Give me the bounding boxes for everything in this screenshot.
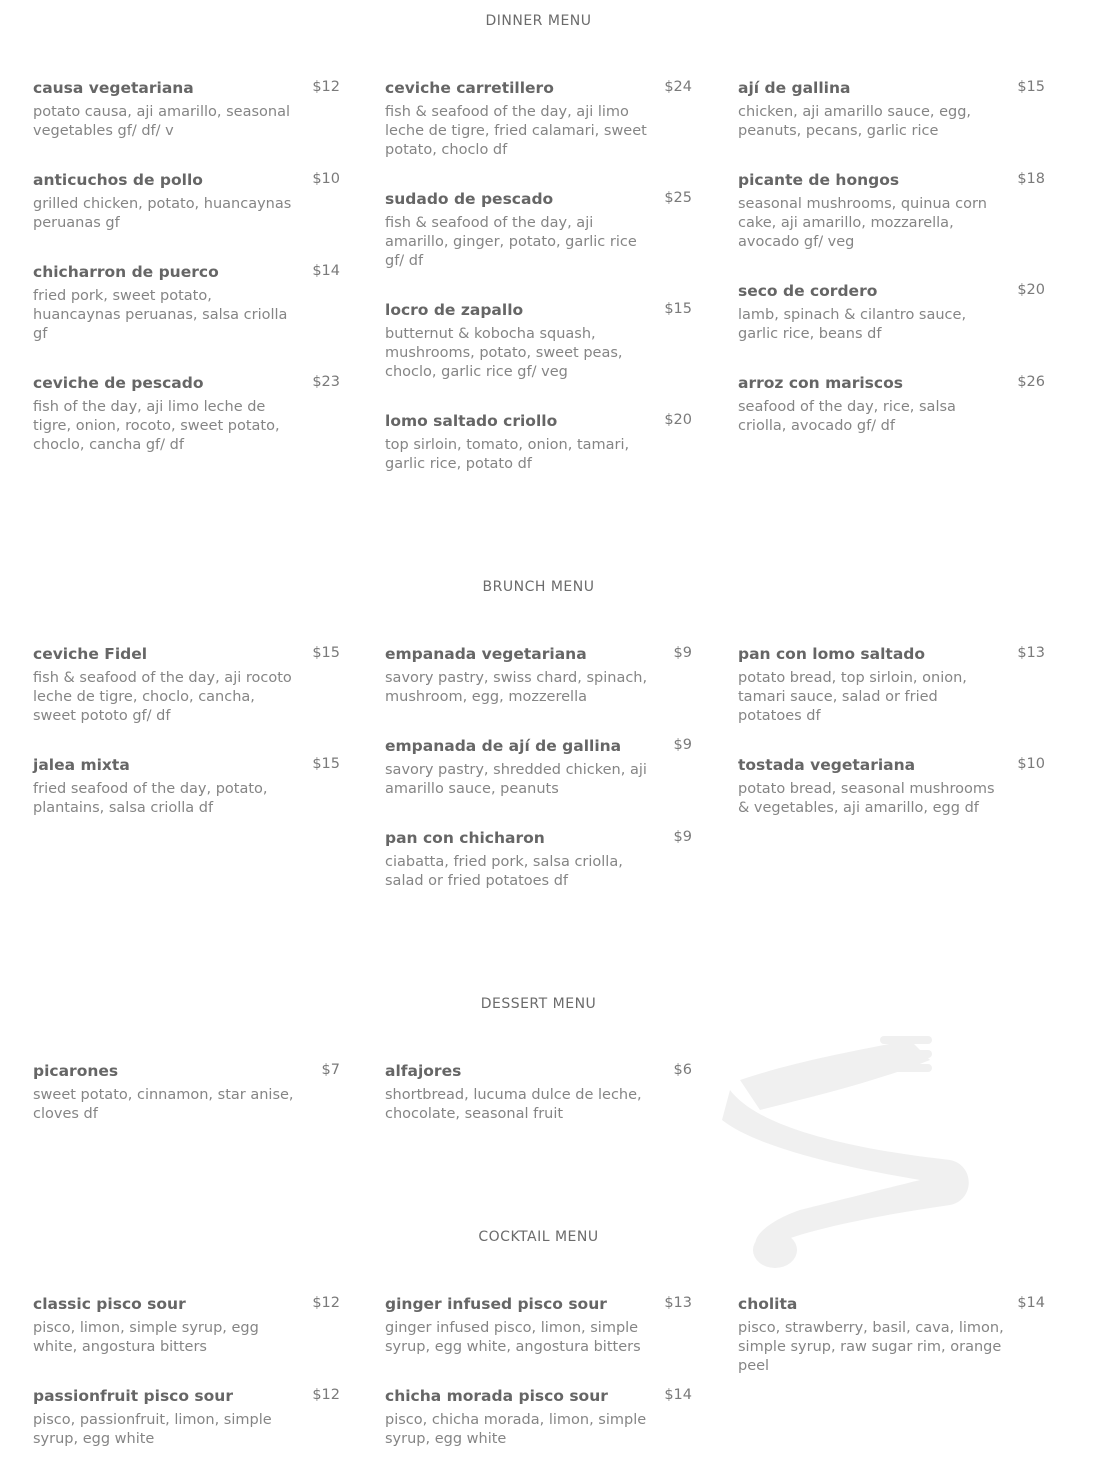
item-price: $15: [312, 756, 340, 772]
item-description: savory pastry, shredded chicken, aji amarillo sauce, peanuts: [385, 762, 647, 797]
item-price: $10: [312, 171, 340, 187]
item-price: $14: [312, 263, 340, 279]
item-description: fish & seafood of the day, aji limo leche de tigre, fried calamari, sweet potato, choclo df: [385, 104, 647, 158]
item-description: seasonal mushrooms, quinua corn cake, aji amarillo, mozzarella, avocado gf/ veg: [738, 196, 987, 250]
item-description: pisco, passionfruit, limon, simple syrup, egg white: [33, 1412, 272, 1447]
item-name: pan con lomo saltado: [738, 645, 926, 663]
item-name: picarones: [33, 1062, 119, 1080]
item-description: butternut & kobocha squash, mushrooms, potato, sweet peas, choclo, garlic rice gf/ veg: [385, 326, 623, 380]
item-price: $18: [1017, 171, 1045, 187]
item-description: savory pastry, swiss chard, spinach, mushroom, egg, mozzerella: [385, 670, 648, 705]
item-name: empanada vegetariana: [385, 645, 587, 663]
item-name: alfajores: [385, 1062, 462, 1080]
item-price: $9: [673, 737, 692, 753]
item-name: ceviche Fidel: [33, 645, 148, 663]
item-price: $13: [664, 1295, 692, 1311]
item-price: $25: [664, 190, 692, 206]
item-price: $7: [321, 1062, 340, 1078]
item-name: ceviche carretillero: [385, 79, 554, 97]
item-price: $20: [1017, 282, 1045, 298]
item-price: $14: [664, 1387, 692, 1403]
item-description: chicken, aji amarillo sauce, egg, peanuts, pecans, garlic rice: [738, 104, 972, 139]
item-name: seco de cordero: [738, 282, 878, 300]
item-price: $12: [312, 1295, 340, 1311]
item-description: pisco, chicha morada, limon, simple syrup, egg white: [385, 1412, 647, 1447]
item-name: tostada vegetariana: [738, 756, 916, 774]
item-price: $12: [312, 1387, 340, 1403]
section-title: DINNER MENU: [485, 13, 592, 29]
item-description: grilled chicken, potato, huancaynas peruanas gf: [33, 196, 292, 231]
item-name: ceviche de pescado: [33, 374, 204, 392]
item-description: fried pork, sweet potato, huancaynas peruanas, salsa criolla gf: [33, 288, 288, 342]
item-description: potato bread, seasonal mushrooms & vegetables, aji amarillo, egg df: [738, 781, 995, 816]
item-description: potato bread, top sirloin, onion, tamari sauce, salad or fried potatoes df: [738, 670, 967, 724]
item-price: $26: [1017, 374, 1045, 390]
item-description: seafood of the day, rice, salsa criolla, avocado gf/ df: [738, 399, 956, 434]
item-price: $13: [1017, 645, 1045, 661]
item-name: passionfruit pisco sour: [33, 1387, 233, 1405]
item-name: pan con chicharon: [385, 829, 545, 847]
item-price: $15: [664, 301, 692, 317]
item-description: lamb, spinach & cilantro sauce, garlic rice, beans df: [738, 307, 967, 342]
item-name: lomo saltado criollo: [385, 412, 558, 430]
section-title: COCKTAIL MENU: [478, 1229, 599, 1245]
item-price: $24: [664, 79, 692, 95]
item-name: classic pisco sour: [33, 1295, 186, 1313]
item-price: $15: [1017, 79, 1045, 95]
item-name: chicha morada pisco sour: [385, 1387, 608, 1405]
item-name: chicharron de puerco: [33, 263, 219, 281]
item-description: ciabatta, fried pork, salsa criolla, salad or fried potatoes df: [385, 854, 623, 889]
item-price: $14: [1017, 1295, 1045, 1311]
item-description: ginger infused pisco, limon, simple syrup, egg white, angostura bitters: [385, 1320, 641, 1355]
section-title: DESSERT MENU: [480, 996, 597, 1012]
item-description: fried seafood of the day, potato, plantains, salsa criolla df: [33, 781, 268, 816]
item-name: sudado de pescado: [385, 190, 554, 208]
item-description: potato causa, aji amarillo, seasonal vegetables gf/ df/ v: [33, 104, 290, 139]
item-name: anticuchos de pollo: [33, 171, 203, 189]
item-name: ginger infused pisco sour: [385, 1295, 607, 1313]
item-price: $12: [312, 79, 340, 95]
item-name: causa vegetariana: [33, 79, 194, 97]
item-price: $23: [312, 374, 340, 390]
item-name: arroz con mariscos: [738, 374, 903, 392]
item-description: fish & seafood of the day, aji rocoto leche de tigre, choclo, cancha, sweet pototo gf/ df: [33, 670, 292, 724]
item-description: sweet potato, cinnamon, star anise, cloves df: [33, 1087, 294, 1122]
item-description: pisco, limon, simple syrup, egg white, angostura bitters: [33, 1320, 259, 1355]
item-description: shortbread, lucuma dulce de leche, chocolate, seasonal fruit: [385, 1087, 642, 1122]
item-name: locro de zapallo: [385, 301, 524, 319]
section-title: BRUNCH MENU: [482, 579, 595, 595]
item-description: fish & seafood of the day, aji amarillo, ginger, potato, garlic rice gf/ df: [385, 215, 637, 269]
item-price: $20: [664, 412, 692, 428]
item-price: $10: [1017, 756, 1045, 772]
item-description: pisco, strawberry, basil, cava, limon, simple syrup, raw sugar rim, orange peel: [738, 1320, 1004, 1374]
item-price: $6: [673, 1062, 692, 1078]
item-name: empanada de ají de gallina: [385, 737, 622, 755]
item-description: top sirloin, tomato, onion, tamari, garlic rice, potato df: [385, 437, 630, 472]
item-price: $9: [673, 645, 692, 661]
item-name: ají de gallina: [738, 79, 851, 97]
item-name: picante de hongos: [738, 171, 900, 189]
item-price: $9: [673, 829, 692, 845]
item-name: cholita: [738, 1295, 798, 1313]
item-name: jalea mixta: [33, 756, 130, 774]
item-description: fish of the day, aji limo leche de tigre, onion, rocoto, sweet potato, choclo, cancha gf/ df: [33, 399, 280, 453]
item-price: $15: [312, 645, 340, 661]
